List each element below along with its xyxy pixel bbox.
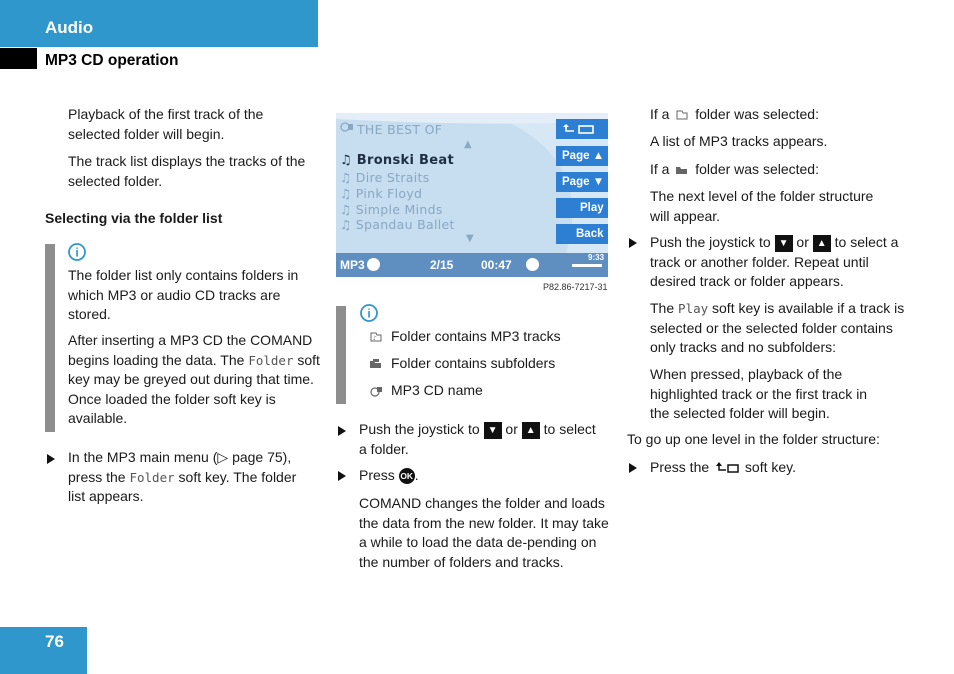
info-bar [45, 244, 55, 432]
comand-screen [336, 113, 608, 277]
folder-key-label: Folder [129, 469, 175, 485]
step-push-joystick: Push the joystick to ▼ or ▲ to select a folder. [359, 421, 596, 457]
svg-text:♪: ♪ [373, 335, 377, 342]
info-icon [360, 304, 378, 322]
info-bar [336, 306, 346, 404]
paragraph-play-key: The Play soft key is available if a track is selected or the selected folder contains only tracks and no subfolders: [650, 300, 905, 355]
legend-subfolders: Folder contains subfolders [391, 355, 556, 371]
softkey-page-down: Page ▼ [556, 172, 608, 192]
mp3-folder-icon [369, 331, 383, 343]
subfolder-icon [673, 164, 691, 176]
softkey-back: Back [556, 224, 608, 244]
legend-cd-name: MP3 CD name [391, 382, 483, 398]
condition-subfolder: If a folder was selected: [650, 161, 819, 177]
page-number: 76 [45, 632, 64, 651]
subfolder-icon [369, 358, 383, 370]
play-key-label: Play [678, 301, 709, 316]
softkey-page-up: Page ▲ [556, 146, 608, 166]
page-number-box [0, 627, 87, 674]
screen-list-item: ♫ Pink Floyd [340, 186, 423, 201]
ok-button-icon: OK [399, 468, 415, 484]
cd-folder-icon [340, 121, 354, 133]
softkey-back-level [556, 119, 608, 139]
scroll-down-icon: ▼ [466, 233, 474, 244]
paragraph-folder-change: COMAND changes the folder and loads the data from the new folder. It may take a while to load the data de-pending on the number of folders and tracks. [359, 495, 609, 570]
paragraph-go-up: To go up one level in the folder structure: [627, 431, 880, 447]
scroll-up-icon: ▲ [464, 139, 472, 150]
screen-list-item: ♫ Dire Straits [340, 170, 430, 185]
step-main-menu: In the MP3 main menu (▷ page 75), press the Folder soft key. The folder list appears. [68, 449, 297, 504]
step-press-back-level: Press the soft key. [650, 459, 797, 475]
info-icon [68, 243, 86, 261]
step-press-ok: Press OK . [359, 467, 419, 483]
paragraph-playback: Playback of the first track of the selected folder will begin. [68, 106, 264, 142]
image-caption: P82.86-7217-31 [543, 282, 608, 292]
status-time: 00:47 [481, 258, 512, 272]
bullet-arrow [629, 238, 637, 248]
subsection-title: MP3 CD operation [45, 52, 179, 69]
header-marker [0, 48, 37, 69]
status-track: 2/15 [430, 258, 454, 272]
svg-text:i: i [75, 245, 79, 260]
mp3-folder-icon [673, 109, 691, 121]
bullet-arrow [338, 426, 346, 436]
paragraph-when-pressed: When pressed, playback of the highlighted track or the first track in the selected folder will begin. [650, 366, 868, 421]
cd-icon [367, 258, 380, 271]
step-select-track: Push the joystick to ▼ or ▲ to select a track or another folder. Repeat until desired track or folder appears. [650, 234, 899, 289]
screen-list-item: ♫ Spandau Ballet [340, 217, 455, 232]
result-next-level: The next level of the folder structure will appear. [650, 188, 874, 224]
info-paragraph-1: The folder list only contains folders in which MP3 or audio CD tracks are stored. [68, 267, 299, 322]
back-level-icon [562, 122, 598, 136]
screen-list-item: ♫ Bronski Beat [340, 153, 454, 168]
softkey-play: Play [556, 198, 608, 218]
signal-bars-icon [572, 264, 602, 267]
legend-mp3-tracks: Folder contains MP3 tracks [391, 328, 561, 344]
joystick-down-icon: ▼ [484, 422, 502, 439]
bullet-arrow [629, 463, 637, 473]
joystick-up-icon: ▲ [522, 422, 540, 439]
folder-key-label: Folder [248, 352, 294, 368]
screen-list-item: ♫ Simple Minds [340, 202, 443, 217]
disc-icon [526, 258, 539, 271]
status-mp3-label: MP3 [340, 258, 365, 272]
paragraph-track-list: The track list displays the tracks of the selected folder. [68, 153, 306, 189]
cd-name-icon [369, 385, 383, 397]
joystick-down-icon: ▼ [775, 235, 793, 252]
bullet-arrow [47, 454, 55, 464]
svg-text:i: i [367, 306, 371, 321]
bullet-arrow [338, 471, 346, 481]
screen-header-text: THE BEST OF [357, 122, 443, 137]
status-clock: 9:33 [588, 253, 605, 262]
section-title: Audio [45, 18, 94, 37]
result-mp3-list: A list of MP3 tracks appears. [650, 133, 828, 149]
condition-mp3-folder: If a folder was selected: [650, 106, 819, 122]
info-paragraph-2: After inserting a MP3 CD the COMAND begins loading the data. The Folder soft key may be greyed out during that time. Once loaded the folder soft key is available. [68, 332, 320, 426]
heading-folder-list: Selecting via the folder list [45, 210, 223, 226]
screen-status-bar [336, 253, 608, 277]
back-level-icon [713, 461, 741, 475]
joystick-up-icon: ▲ [813, 235, 831, 252]
